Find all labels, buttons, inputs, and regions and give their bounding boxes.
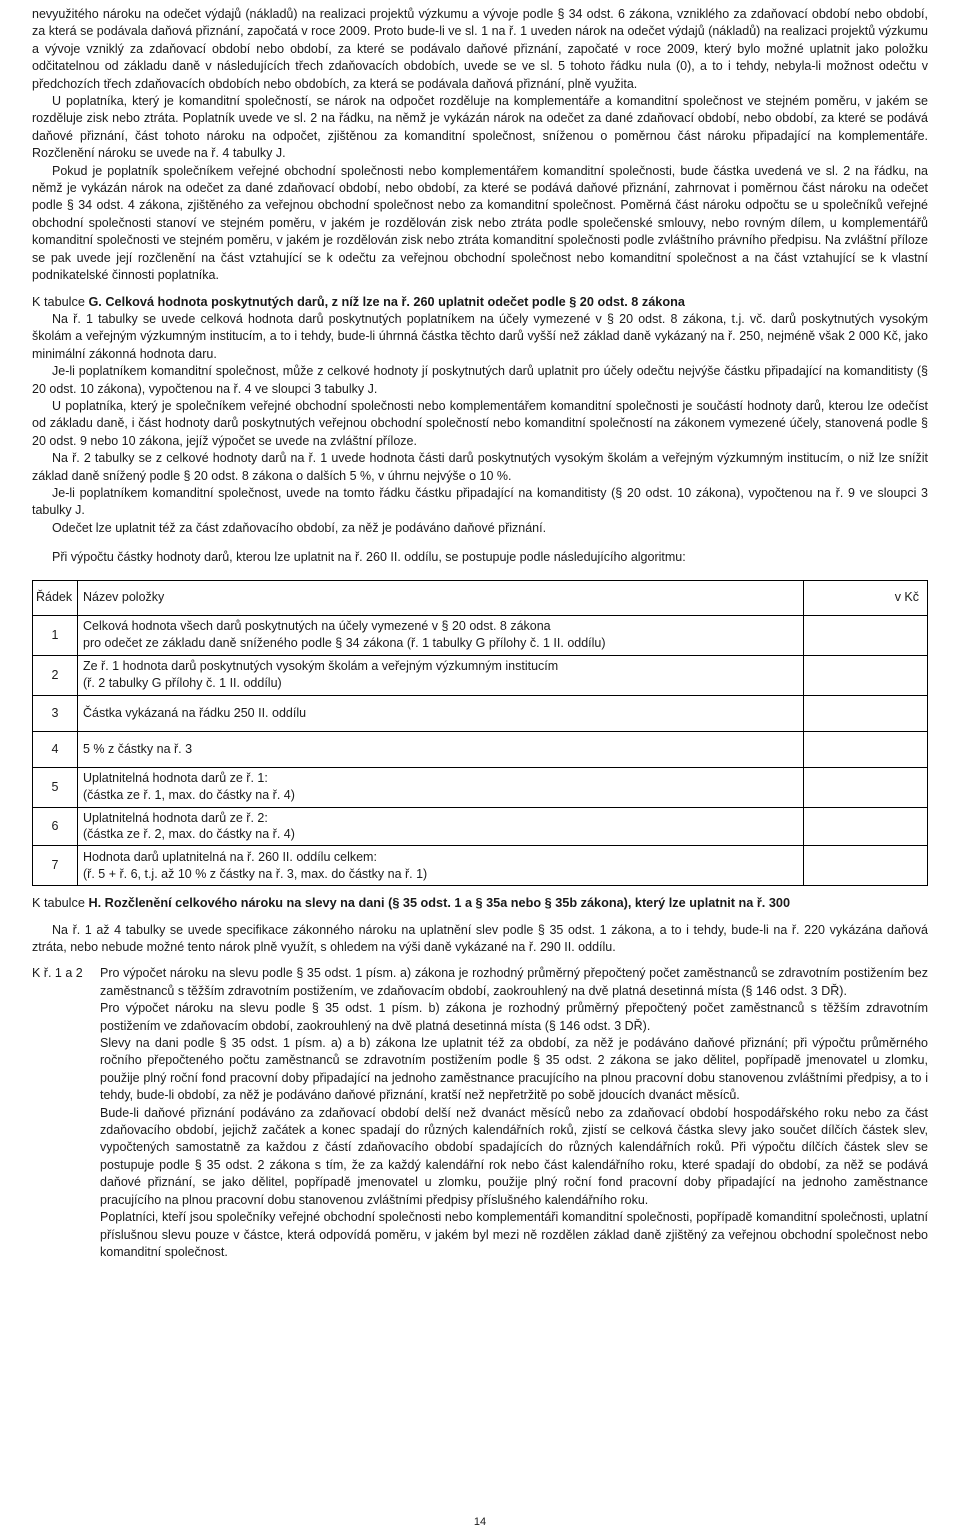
algorithm-table-header [33,580,928,615]
intro-paragraph-3: Pokud je poplatník společníkem veřejné obchodní společnosti nebo komplementářem komanditní společnosti, bude částka uvedená ve sl. 2 na řádku, na němž je vykázán nárok na odečet za dané zdaňovací období, nebo období, za které se podává daňové přiznání, zahrnovat i poměrnou část nároku na odečet podle § 34 odst. 4 zákona, zjištěného za veřejnou obchodní společnost nebo za komanditní společnost. Poměrná část nároku odpočtu se u společníků veřejné obchodní společnosti stanoví ve stejném poměru, v jakém je rozdělován zisk nebo ztráta podle společenské smlouvy, nebo rovným dílem, u komplementářů komanditní společnosti ve stejném poměru, v jakém je rozdělován zisk nebo ztráta komanditní společnosti podle zvláštního právního předpisu. Na zvláštní příloze se pak uvede její rozčlenění na část vztahující se k odečtu za veřejnou obchodní společnost nebo komanditní společnost a na část vztahující se k vlastní podnikatelské činnosti poplatníka. [32,163,928,283]
row-label [78,846,804,886]
section-h-paragraph-1: Na ř. 1 až 4 tabulky se uvede specifikace zákonného nároku na uplatnění slev podle § 35 odst. 1 zákona, a to i tehdy, bude-li na ř. 220 vykázána daňová ztráta, nebo nebude možné tento nárok plně využít, s ohledem na výši daně vykázané na ř. 290 II. oddílu. [32,922,928,954]
row-label [78,807,804,846]
row-value [804,846,928,886]
document-page [32,6,928,1261]
table-row [33,767,928,807]
section-h-prefix: K tabulce [32,896,89,911]
row-value [804,655,928,695]
row-number: 4 [33,731,78,767]
row-number: 5 [33,767,78,807]
row-label-line: Uplatnitelná hodnota darů ze ř. 2: [83,810,268,825]
row-number: 7 [33,846,78,886]
row-label [78,695,804,731]
row-value [804,615,928,655]
page-number: 14 [473,1516,487,1528]
section-kr-paragraph-2: Pro výpočet nároku na slevu podle § 35 odst. 1 písm. b) zákona je rozhodný průměrný přepočtený počet zaměstnanců s těžším zdravotním postižením ve zdaňovacím období, zaokrouhlený na dvě platná desetinná místa (§ 146 odst. 3 DŘ). [100,1001,928,1033]
row-number: 2 [33,655,78,695]
section-g-paragraph-4: Na ř. 2 tabulky se z celkové hodnoty darů na ř. 1 uvede hodnota části darů poskytnutých vysokým školám a veřejným výzkumným institucím, o niž lze snížit základ daně snížený podle § 20 odst. 8 zákona o dalších 5 %, v úhrnu nejvýše o 10 %. [32,451,928,483]
row-value [804,767,928,807]
algorithm-table [32,580,928,887]
section-h-heading [32,895,928,912]
table-row [33,846,928,886]
row-label-line: Uplatnitelná hodnota darů ze ř. 1: [83,771,268,786]
section-kr-label: K ř. 1 a 2 [32,966,83,981]
section-g-paragraph-6: Odečet lze uplatnit též za část zdaňovacího období, za něž je podáváno daňové přiznání. [52,520,547,535]
table-row [33,695,928,731]
header-unit: v Kč [804,580,928,615]
algorithm-intro: Při výpočtu částky hodnoty darů, kterou lze uplatnit na ř. 260 II. oddílu, se postupuje podle následujícího algoritmu: [52,550,686,565]
header-row: Řádek [33,580,78,615]
row-label-line: (ř. 2 tabulky G přílohy č. 1 II. oddílu) [83,676,282,691]
section-kr-paragraph-3: Slevy na dani podle § 35 odst. 1 písm. a) a b) zákona lze uplatnit též za období, za něž je podáváno daňové přiznání; při výpočtu průměrného ročního přepočteného počtu zaměstnanců se zdravotním postižením podle § 35 odst. 2 zákona se jako dělitel, popřípadě jmenovatel u zlomku, použije plný roční fond pracovní doby připadající na jednoho zaměstnance pracujícího na plnou pracovní dobu stanovenou zvláštními předpisy, a to i tehdy, bude-li období, za něž je podáváno daňové přiznání, kratší než nepřetržitě po sobě jdoucích dvanáct měsíců. [100,1036,928,1103]
section-kr-body [100,965,928,1261]
row-label-line: (částka ze ř. 1, max. do částky na ř. 4) [83,788,295,803]
row-number: 1 [33,615,78,655]
intro-paragraph-1: nevyužitého nároku na odečet výdajů (nákladů) na realizaci projektů výzkumu a vývoje podle § 34 odst. 6 zákona, vzniklého za zdaňovací období nebo období, za která se podávala daňová přiznání, započatá v roce 2009. Proto bude-li ve sl. 1 na ř. 1 uveden nárok na odečet výdajů (nákladů) na realizaci projektů výzkumu a vývoje vzniklý za zdaňovací období nebo období, za které se podávalo daňové přiznání, započaté v roce 2009, který bylo možné uplatnit jako položku odčitatelnou od základu daně v následujících třech zdaňovacích obdobích, uvede se ve sl. 5 tohoto řádku nula (0), a to i tehdy, nebyla-li možnost odečtu v předchozích třech zdaňovacích obdobích nebo obdobích, za která se podávala daňová přiznání, plně využita. [32,7,928,91]
section-kr-paragraph-1: Pro výpočet nároku na slevu podle § 35 odst. 1 písm. a) zákona je rozhodný průměrný přepočtený počet zaměstnanců se zdravotním postižením bez zaměstnanců s těžším zdravotním postižením, ve zdaňovacím období, zaokrouhlený na dvě platná desetinná místa (§ 146 odst. 3 DŘ). [100,966,928,998]
row-label-line: Ze ř. 1 hodnota darů poskytnutých vysokým školám a veřejným výzkumným institucím [83,659,559,674]
row-label [78,767,804,807]
row-label-line: Celková hodnota všech darů poskytnutých na účely vymezené v § 20 odst. 8 zákona [83,619,551,634]
table-row [33,655,928,695]
row-value [804,731,928,767]
row-label-line: (částka ze ř. 2, max. do částky na ř. 4) [83,827,295,842]
section-g-paragraph-5: Je-li poplatníkem komanditní společnost, uvede na tomto řádku částku připadající na komanditisty (§ 20 odst. 10 zákona), vypočtenou na ř. 9 ve sloupci 3 tabulky J. [32,485,928,518]
row-label-line: 5 % z částky na ř. 3 [83,741,193,756]
table-row [33,731,928,767]
row-value [804,807,928,846]
row-number: 6 [33,807,78,846]
section-h-title: H. Rozčlenění celkového nároku na slevy na dani (§ 35 odst. 1 a § 35a nebo § 35b zákona), který lze uplatnit na ř. 300 [88,896,791,911]
section-g-paragraph-2: Je-li poplatníkem komanditní společnost, může z celkové hodnoty jí poskytnutých darů uplatnit pro účely odečtu nejvýše částku připadající na komanditisty (§ 20 odst. 10 zákona), vypočtenou na ř. 4 ve sloupci 3 tabulky J. [32,364,928,396]
row-label-line: Hodnota darů uplatnitelná na ř. 260 II. oddílu celkem: [83,849,377,864]
section-g-heading [32,294,928,311]
row-label-line: pro odečet ze základu daně sníženého podle § 34 zákona (ř. 1 tabulky G přílohy č. 1 II. oddílu) [83,636,606,651]
header-name: Název položky [78,580,804,615]
row-value [804,695,928,731]
row-label-line: (ř. 5 + ř. 6, t.j. až 10 % z částky na ř. 3, max. do částky na ř. 1) [83,866,428,881]
table-row [33,615,928,655]
section-g-paragraph-3: U poplatníka, který je společníkem veřejné obchodní společnosti nebo komplementářem komanditní společnosti je součástí hodnoty darů, kterou lze odečíst od základu daně, i část hodnoty darů poskytnutých veřejnou obchodní společností nebo komanditní společností na zákonem vymezené účely, stanovená podle § 20 odst. 9 nebo 10 zákona, jejíž výpočet se uvede na zvláštní příloze. [32,398,928,448]
section-g-paragraph-1: Na ř. 1 tabulky se uvede celková hodnota darů poskytnutých poplatníkem na účely vymezené v § 20 odst. 8 zákona, t.j. vč. darů poskytnutých vysokým školám a veřejným výzkumným institucím, a to i tehdy, bude-li úhrnná částka těchto darů vyšší než základ daně vykázaný na ř. 250, nejméně však 2 000 Kč, jako minimální zákonná hodnota daru. [32,311,928,361]
section-g-title: G. Celková hodnota poskytnutých darů, z níž lze na ř. 260 uplatnit odečet podle § 20 odst. 8 zákona [88,294,685,309]
row-number: 3 [33,695,78,731]
row-label-line: Částka vykázaná na řádku 250 II. oddílu [83,705,307,720]
section-kr-paragraph-4: Bude-li daňové přiznání podáváno za zdaňovací období delší než dvanáct měsíců nebo za zdaňovací období hospodářského roku nebo za část zdaňovacího období, jejichž začátek a konec spadají do různých kalendářních roků, zjistí se celková částka slevy jako součet dílčích částek slev, vypočtených samostatně za každou z částí zdaňovacího období spadajících do různých kalendářních roků. Při výpočtu dílčích částek slev se postupuje podle § 35 odst. 2 zákona s tím, že za každý kalendářní rok nebo část kalendářního roku, které spadají do období, za něž se podává daňové přiznání, se jako dělitel, popřípadě jmenovatel u zlomku, použije plný roční fond pracovní doby připadající na jednoho zaměstnance pracujícího na plnou pracovní dobu stanovenou zvláštními předpisy příslušného kalendářního roku. [100,1105,928,1207]
section-kr-paragraph-5: Poplatníci, kteří jsou společníky veřejné obchodní společnosti nebo komplementáři komanditní společnosti, popřípadě komanditní společnosti, uplatní příslušnou slevu pouze v částce, která odpovídá poměru, v jakém byl mezi ně rozdělen základ daně zjištěný za veřejnou obchodní společnost nebo komanditní společnost. [100,1210,928,1259]
section-kr [32,965,928,1261]
table-row [33,807,928,846]
section-g-prefix: K tabulce [32,294,89,309]
row-label [78,655,804,695]
intro-paragraph-2: U poplatníka, který je komanditní společností, se nárok na odpočet rozděluje na komplementáře a komanditní společnost ve stejném poměru, v jakém se rozděluje zisk nebo ztráta. Poplatník uvede ve sl. 2 na řádku, na němž je vykázán nárok na odečet za dané zdaňovací období, nebo období, za které se podává daňové přiznání, část tohoto nároku na odpočet, zjištěnou za komanditní společnost, sníženou o poměrnou část nároku připadající na komplementáře. Rozčlenění nároku se uvede na ř. 4 tabulky J. [32,94,928,161]
row-label [78,731,804,767]
row-label [78,615,804,655]
